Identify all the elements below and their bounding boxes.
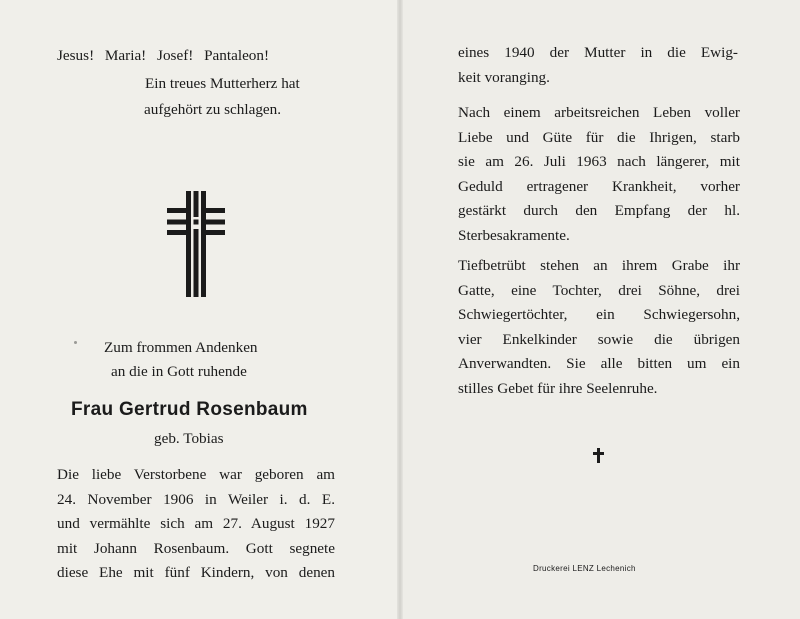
life-line: Liebe und Güte für die Ihrigen, starb <box>458 128 740 146</box>
continuation-line: eines 1940 der Mutter in die Ewig- <box>458 44 738 61</box>
biography-line: Die liebe Verstorbene war geboren am <box>57 466 335 483</box>
biography-line: mit Johann Rosenbaum. Gott segnete <box>57 539 335 557</box>
mourners-line: Gatte, eine Tochter, drei Söhne, drei <box>458 281 740 299</box>
mourners-line: Schwiegertöchter, ein Schwiegersohn, <box>458 306 740 324</box>
heart-line-1: Ein treues Mutterherz hat <box>145 75 300 92</box>
heart-line-2: aufgehört zu schlagen. <box>144 101 282 118</box>
life-line: gestärkt durch den Empfang der hl. <box>458 202 740 220</box>
deceased-name: Frau Gertrud Rosenbaum <box>71 399 308 420</box>
life-line: Nach einem arbeitsreichen Leben voller <box>458 104 740 121</box>
memoriam-line-1: Zum frommen Andenken <box>104 339 258 356</box>
birth-name: geb. Tobias <box>154 430 224 447</box>
life-paragraph <box>458 101 740 249</box>
continuation-line: keit voranging. <box>458 68 550 86</box>
invocation-line: Jesus! Maria! Josef! Pantaleon! <box>57 47 270 64</box>
memoriam-line-2: an die in Gott ruhende <box>111 363 247 380</box>
mourners-paragraph <box>458 254 740 402</box>
card-fold <box>397 0 403 619</box>
biography-line: diese Ehe mit fünf Kindern, von denen <box>57 564 335 582</box>
printer-imprint: Druckerei LENZ Lechenich <box>533 564 636 573</box>
life-line: Sterbesakramente. <box>458 226 570 244</box>
mourners-line: stilles Gebet für ihre Seelenruhe. <box>458 379 658 397</box>
life-line: Geduld ertragener Krankheit, vorher <box>458 177 740 195</box>
paper-speck <box>74 341 77 344</box>
double-outline-latin-cross-icon <box>167 191 225 297</box>
small-cross-icon <box>593 448 604 463</box>
continuation-paragraph <box>458 41 738 90</box>
biography-line: 24. November 1906 in Weiler i. d. E. <box>57 490 335 508</box>
mourners-line: vier Enkelkinder sowie die übrigen <box>458 330 740 348</box>
mourners-line: Tiefbetrübt stehen an ihrem Grabe ihr <box>458 257 740 274</box>
mourners-line: Anverwandten. Sie alle bitten um ein <box>458 355 740 373</box>
biography-line: und vermählte sich am 27. August 1927 <box>57 515 335 533</box>
life-line: sie am 26. Juli 1963 nach längerer, mit <box>458 153 740 171</box>
biography-paragraph <box>57 463 335 586</box>
